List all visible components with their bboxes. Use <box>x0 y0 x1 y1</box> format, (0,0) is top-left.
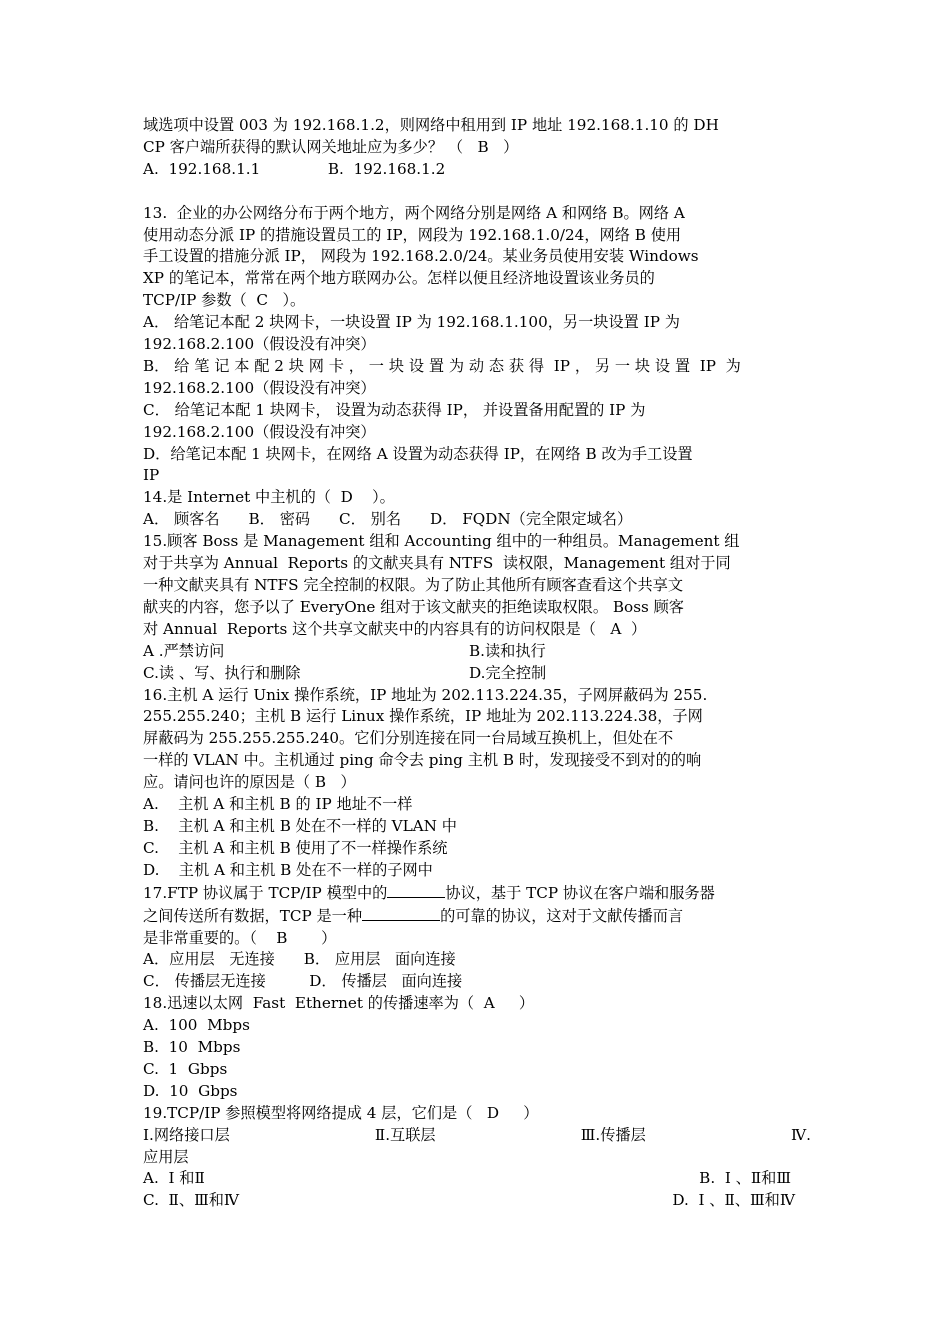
q18-option-b: B. 10 Mbps <box>143 1038 241 1057</box>
q13-option-d-1: D．给笔记本配 1 块网卡，在网络 A 设置为动态获得 IP，在网络 B 改为手工设置 <box>143 444 693 463</box>
q17-stem-1a: 17.FTP 协议属于 TCP/IP 模型中的 <box>143 883 388 902</box>
q16-stem-3: 屏蔽码为 255.255.255.240。它们分别连接在同一台局域互换机上，但处在不 <box>143 729 674 748</box>
q19-layers-cont: 应用层 <box>143 1147 189 1166</box>
q15-stem-4: 献夹的内容，您予以了 EveryOne 组对于该文献夹的拒绝读取权限。 Boss 顾客 <box>143 597 684 616</box>
q16-option-c: C. 主机 A 和主机 B 使用了不一样操作系统 <box>143 838 448 857</box>
q17-stem-2a: 之间传送所有数据，TCP 是一种 <box>143 906 363 925</box>
q19-stem: 19.TCP/IP 参照模型将网络提成 4 层，它们是（ D ） <box>143 1103 539 1122</box>
q12-line-2: CP 客户端所获得的默认网关地址应为多少？ （ B ） <box>143 137 519 156</box>
q15-options-row-1 <box>143 641 811 663</box>
document-page <box>143 115 811 1212</box>
q19-option-c: C. Ⅱ、Ⅲ和Ⅳ <box>143 1191 240 1210</box>
q19-layers <box>143 1125 811 1147</box>
q14-options: A． 顾客名 B． 密码 C． 别名 D． FQDN（完全限定域名） <box>143 510 633 529</box>
q15-option-d: D.完全控制 <box>469 663 547 682</box>
q19-option-d: D. Ⅰ 、Ⅱ、Ⅲ和Ⅳ <box>672 1191 795 1210</box>
q18-option-c: C. 1 Gbps <box>143 1059 228 1078</box>
q18-stem: 18.迅速以太网 Fast Ethernet 的传播速率为（ A ） <box>143 994 535 1013</box>
q12-options: A. 192.168.1.1 B. 192.168.1.2 <box>143 159 446 178</box>
q16-option-a: A. 主机 A 和主机 B 的 IP 地址不一样 <box>143 795 413 814</box>
q15-stem-1: 15.顾客 Boss 是 Management 组和 Accounting 组中的一种组员。Management 组 <box>143 532 740 551</box>
q16-option-b: B. 主机 A 和主机 B 处在不一样的 VLAN 中 <box>143 816 457 835</box>
q19-option-b: B. Ⅰ 、Ⅱ和Ⅲ <box>699 1169 791 1188</box>
q13-option-c-1: C． 给笔记本配 1 块网卡， 设置为动态获得 IP， 并设置备用配置的 IP 为 <box>143 400 646 419</box>
q16-stem-1: 16.主机 A 运行 Unix 操作系统，IP 地址为 202.113.224.35，子网屏蔽码为 255. <box>143 685 708 704</box>
q13-stem-2: 使用动态分派 IP 的措施设置员工的 IP，网段为 192.168.1.0/24，网络 B 使用 <box>143 225 682 244</box>
q15-options-row-2 <box>143 663 811 685</box>
q19-layer-2: Ⅱ.互联层 <box>374 1125 436 1144</box>
q18-option-d: D. 10 Gbps <box>143 1081 238 1100</box>
q19-options-row-2 <box>143 1190 811 1212</box>
q17-stem-2 <box>143 905 811 928</box>
q14-stem: 14.是 Internet 中主机的（ D ）。 <box>143 488 395 507</box>
q17-stem-1b: 协议，基于 TCP 协议在客户端和服务器 <box>445 883 715 902</box>
q13-stem-5: TCP/IP 参数（ C ）。 <box>143 291 306 310</box>
q15-stem-3: 一种文献夹具有 NTFS 完全控制的权限。为了防止其他所有顾客查看这个共享文 <box>143 576 684 595</box>
q13-option-b-2: 192.168.2.100（假设没有冲突） <box>143 378 376 397</box>
q18-option-a: A. 100 Mbps <box>143 1016 250 1035</box>
q17-stem-1 <box>143 882 811 905</box>
q19-options-row-1 <box>143 1168 811 1190</box>
q19-layer-1: Ⅰ.网络接口层 <box>143 1125 230 1144</box>
q16-stem-2: 255.255.240；主机 B 运行 Linux 操作系统，IP 地址为 202.113.224.38，子网 <box>143 707 703 726</box>
q13-option-a-2: 192.168.2.100（假设没有冲突） <box>143 335 376 354</box>
blank-underline <box>362 905 440 921</box>
q17-options-2: C． 传播层无连接 D． 传播层 面向连接 <box>143 972 463 991</box>
q15-option-a: A .严禁访问 <box>143 641 225 660</box>
q13-option-a-1: A． 给笔记本配 2 块网卡，一块设置 IP 为 192.168.1.100，另一块设置 IP 为 <box>143 313 680 332</box>
q19-layer-3: Ⅲ.传播层 <box>580 1125 646 1144</box>
blank-underline <box>387 882 445 898</box>
q17-stem-3: 是非常重要的。（ B ） <box>143 928 337 947</box>
q13-stem-1: 13. 企业的办公网络分布于两个地方，两个网络分别是网络 A 和网络 B。网络 A <box>143 203 685 222</box>
q13-option-b-1: B． 给 笔 记 本 配 2 块 网 卡 ， 一 块 设 置 为 动 态 获 得 IP ， 另 一 块 设 置 IP 为 <box>143 356 741 375</box>
q15-option-c: C.读 、写、执行和删除 <box>143 663 301 682</box>
q12-line-1: 域选项中设置 003 为 192.168.1.2，则网络中租用到 IP 地址 192.168.1.10 的 DH <box>143 116 719 134</box>
q13-stem-3: 手工设置的措施分派 IP， 网段为 192.168.2.0/24。某业务员使用安装 Windows <box>143 247 699 266</box>
q15-option-b: B.读和执行 <box>469 641 546 660</box>
q16-stem-5: 应。请问也许的原因是（ B ） <box>143 773 356 792</box>
q13-option-c-2: 192.168.2.100（假设没有冲突） <box>143 422 376 441</box>
q13-option-d-2: IP <box>143 466 160 485</box>
q13-stem-4: XP 的笔记本，常常在两个地方联网办公。怎样以便且经济地设置该业务员的 <box>143 269 655 288</box>
q16-stem-4: 一样的 VLAN 中。主机通过 ping 命令去 ping 主机 B 时，发现接受不到对的的响 <box>143 751 702 770</box>
q17-options-1: A．应用层 无连接 B． 应用层 面向连接 <box>143 950 456 969</box>
q16-option-d: D. 主机 A 和主机 B 处在不一样的子网中 <box>143 860 433 879</box>
q19-option-a: A. Ⅰ 和Ⅱ <box>143 1169 205 1188</box>
q15-stem-5: 对 Annual Reports 这个共享文献夹中的内容具有的访问权限是（ A ） <box>143 619 647 638</box>
q17-stem-2b: 的可靠的协议，这对于文献传播而言 <box>440 906 684 925</box>
q15-stem-2: 对于共享为 Annual Reports 的文献夹具有 NTFS 读权限，Management 组对于同 <box>143 554 731 573</box>
q19-layer-4: Ⅳ. <box>790 1125 811 1144</box>
spacer <box>143 181 811 203</box>
